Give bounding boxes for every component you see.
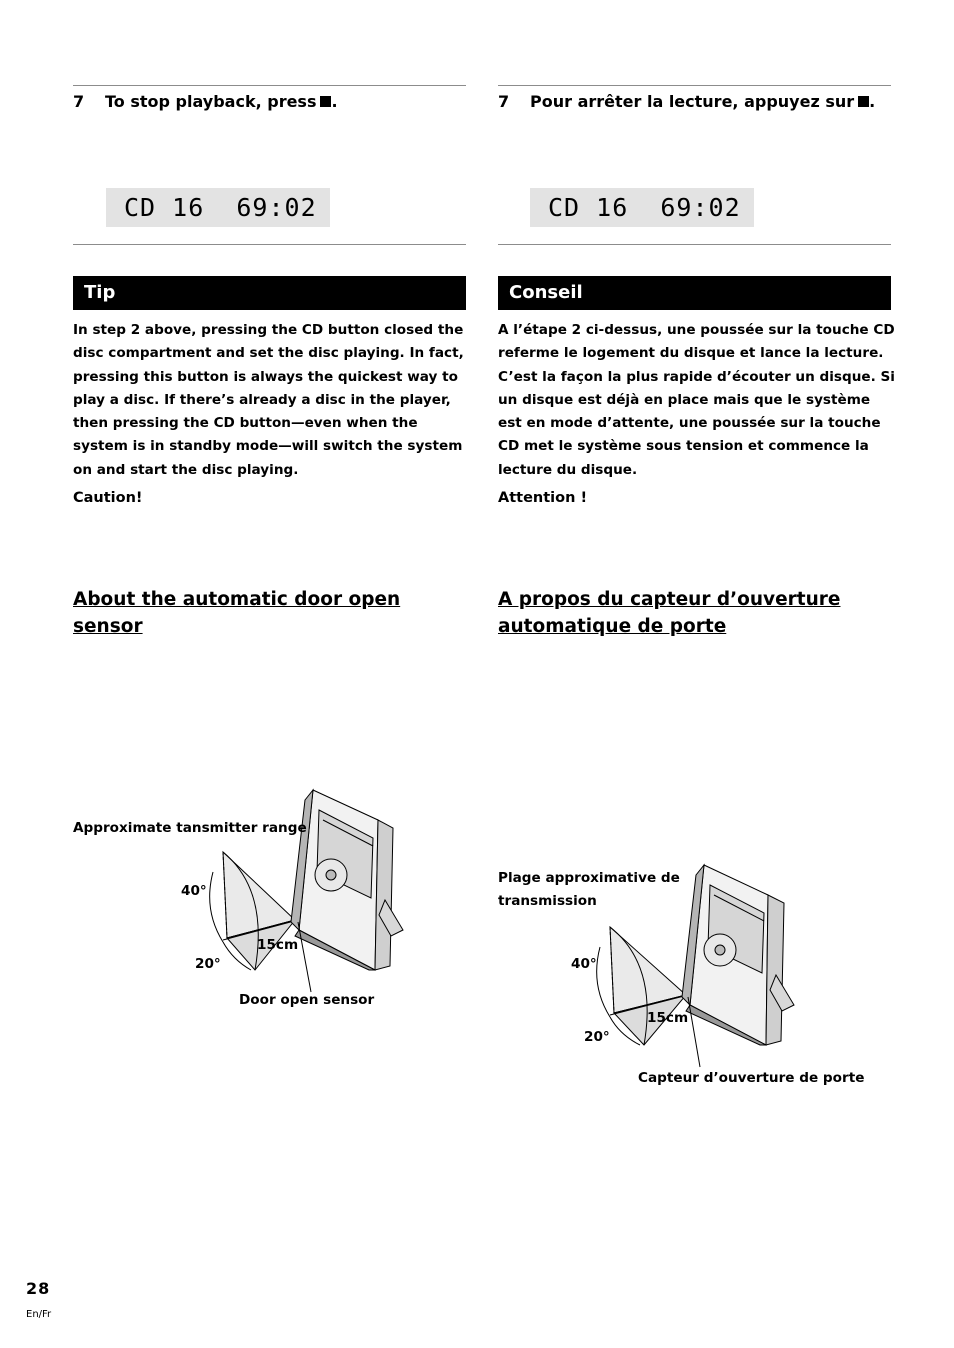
step-number: 7 <box>498 92 510 111</box>
section-rule <box>73 244 466 245</box>
language-code: En/Fr <box>26 1309 52 1320</box>
angle-40-label: 40° <box>181 883 207 899</box>
step-text: Pour arrêter la lecture, appuyez sur <box>530 92 855 111</box>
caution-label: Attention ! <box>498 490 588 506</box>
tip-body: In step 2 above, pressing the CD button closed the disc compartment and set the disc playing. In fact, pressing this button is always the quickest way to play a disc. If there’s already a disc in the player, then pressing the CD button—even when the system is in standby mode—will switch the system on and start the disc playing. <box>73 322 464 478</box>
sensor-figure <box>498 855 898 1095</box>
step-text: To stop playback, press <box>105 92 317 111</box>
top-rule <box>498 85 891 86</box>
section-heading: About the automatic door open sensor <box>73 589 401 637</box>
page-number: 28 <box>26 1279 51 1298</box>
sensor-label: Door open sensor <box>239 992 375 1008</box>
sensor-figure <box>73 780 473 1020</box>
distance-label: 15cm <box>647 1010 689 1026</box>
section-heading: A propos du capteur d’ouverture automatique de porte <box>498 589 841 637</box>
caution-label: Caution! <box>73 490 143 506</box>
tip-title: Conseil <box>498 276 891 310</box>
top-rule <box>73 85 466 86</box>
stop-button-icon <box>858 96 869 107</box>
step-7-instruction <box>498 92 875 111</box>
lcd-display: CD 16 69:02 <box>530 188 754 227</box>
angle-20-label: 20° <box>584 1029 610 1045</box>
sensor-range-illustration <box>73 780 473 1020</box>
distance-label: 15cm <box>257 937 299 953</box>
step-number: 7 <box>73 92 85 111</box>
stop-button-icon <box>320 96 331 107</box>
tip-title: Tip <box>73 276 466 310</box>
angle-40-label: 40° <box>571 956 597 972</box>
range-label: Approximate tansmitter range <box>73 820 307 836</box>
step-suffix: . <box>331 92 338 111</box>
sensor-label: Capteur d’ouverture de porte <box>638 1070 865 1086</box>
range-label: Plage approximative de transmission <box>498 870 680 909</box>
section-rule <box>498 244 891 245</box>
angle-20-label: 20° <box>195 956 221 972</box>
step-suffix: . <box>869 92 876 111</box>
lcd-display: CD 16 69:02 <box>106 188 330 227</box>
step-7-instruction <box>73 92 338 111</box>
tip-body: A l’étape 2 ci-dessus, une poussée sur la touche CD referme le logement du disque et lance la lecture. C’est la façon la plus rapide d’écouter un disque. Si un disque est déjà en place mais que le système est en mode d’attente, une poussée sur la touche CD met le système sous tension et commence la lecture du disque. <box>498 322 895 478</box>
